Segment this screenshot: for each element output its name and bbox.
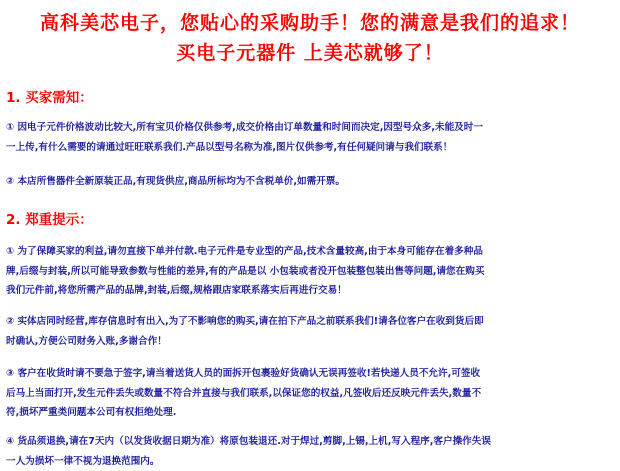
paragraph-line: 后马上当面打开,发生元件丢失或数量不符合并直接与我们联系,以保证您的权益,凡签收后还反映元件丢失,数量不 — [6, 384, 614, 404]
paragraph-line: 一上传,有什么需要的请通过旺旺联系我们.产品以型号名称为准,图片仅供参考,有任何疑问请与我们联系！ — [6, 138, 614, 158]
slogan-line-1: 高科美芯电子，您贴心的采购助手！您的满意是我们的追求！ — [0, 8, 620, 35]
paragraph-notice-1 — [6, 242, 614, 301]
paragraph-buyer-1 — [6, 118, 614, 157]
section-number: 1. — [6, 90, 21, 106]
paragraph-line: ② 本店所售器件全新原装正品,有现货供应,商品所标均为不含税单价,如需开票。 — [6, 172, 614, 192]
paragraph-line: 牌,后缀与封装,所以可能导致参数与性能的差异,有的产品是以 小包装或者没开包装整包装出售等问题,请您在购买 — [6, 262, 614, 282]
paragraph-notice-4 — [6, 432, 614, 471]
section-title-important-notice — [6, 208, 93, 228]
paragraph-notice-2 — [6, 312, 614, 351]
paragraph-notice-3 — [6, 364, 614, 423]
paragraph-line: ④ 货品须退换,请在7天内（以发货收据日期为准）将原包装退还.对于焊过,剪脚,上锡,上机,写入程序,客户操作失误 — [6, 432, 614, 452]
section-number: 2. — [6, 212, 21, 228]
paragraph-line: 我们元件前,将您所需产品的品牌,封装,后缀,规格跟店家联系落实后再进行交易！ — [6, 281, 614, 301]
section-title-text: 买家需知： — [25, 90, 93, 106]
paragraph-line: 一人为损坏一律不视为退换范围内。 — [6, 452, 614, 471]
section-title-buyer-notice — [6, 86, 93, 106]
section-title-text: 郑重提示： — [25, 212, 93, 228]
paragraph-line: 时确认,方便公司财务入账,多谢合作！ — [6, 332, 614, 352]
paragraph-line: ② 实体店同时经营,库存信息时有出入,为了不影响您的购买,请在拍下产品之前联系我们!请各位客户在收到货后即 — [6, 312, 614, 332]
paragraph-line: 符,损坏严重类问题本公司有权拒绝处理. — [6, 403, 614, 423]
paragraph-line: ① 因电子元件价格波动比较大,所有宝贝价格仅供参考,成交价格由订单数量和时间而决定,因型号众多,未能及时一 — [6, 118, 614, 138]
slogan-line-2: 买电子元器件 上美芯就够了！ — [0, 38, 620, 65]
paragraph-line: ① 为了保障买家的利益,请勿直接下单并付款.电子元件是专业型的产品,技术含量较高,由于本身可能存在着多种品 — [6, 242, 614, 262]
paragraph-buyer-2 — [6, 172, 614, 192]
paragraph-line: ③ 客户在收货时请不要急于签字,请当着送货人员的面拆开包裹验好货确认无误再签收!若快递人员不允许,可签收 — [6, 364, 614, 384]
